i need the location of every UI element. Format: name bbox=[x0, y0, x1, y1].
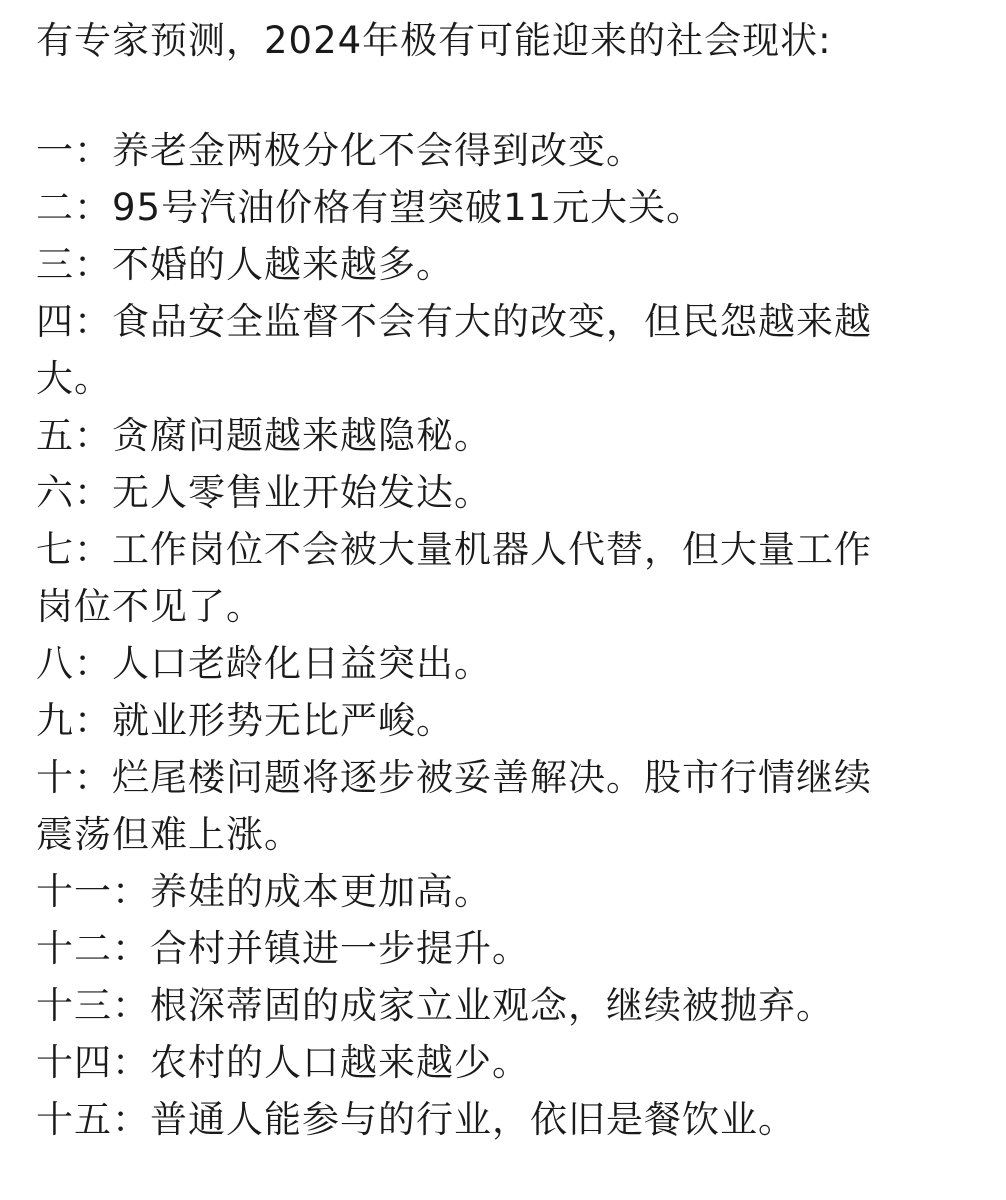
list-item-5: 五：贪腐问题越来越隐秘。 bbox=[36, 414, 492, 457]
list-item-3: 三：不婚的人越来越多。 bbox=[36, 243, 454, 286]
list-item-9: 九：就业形势无比严峻。 bbox=[36, 699, 454, 742]
list-item-6: 六：无人零售业开始发达。 bbox=[36, 471, 492, 514]
list-item-12: 十二：合村并镇进一步提升。 bbox=[36, 927, 530, 970]
list-item-1: 一：养老金两极分化不会得到改变。 bbox=[36, 129, 644, 172]
list-item-2: 二：95号汽油价格有望突破11元大关。 bbox=[36, 186, 705, 229]
intro-heading: 有专家预测，2024年极有可能迎来的社会现状: bbox=[36, 19, 832, 62]
list-item-4-continuation: 大。 bbox=[36, 357, 112, 400]
list-item-7-continuation: 岗位不见了。 bbox=[36, 585, 264, 628]
list-item-11: 十一：养娃的成本更加高。 bbox=[36, 870, 492, 913]
list-item-15: 十五：普通人能参与的行业，依旧是餐饮业。 bbox=[36, 1098, 796, 1141]
list-item-4: 四：食品安全监督不会有大的改变，但民怨越来越 bbox=[36, 300, 872, 343]
list-item-13: 十三：根深蒂固的成家立业观念，继续被抛弃。 bbox=[36, 984, 834, 1027]
list-item-14: 十四：农村的人口越来越少。 bbox=[36, 1041, 530, 1084]
list-item-7: 七：工作岗位不会被大量机器人代替，但大量工作 bbox=[36, 528, 872, 571]
list-item-10-continuation: 震荡但难上涨。 bbox=[36, 813, 302, 856]
list-item-10: 十：烂尾楼问题将逐步被妥善解决。股市行情继续 bbox=[36, 756, 872, 799]
list-item-8: 八：人口老龄化日益突出。 bbox=[36, 642, 492, 685]
